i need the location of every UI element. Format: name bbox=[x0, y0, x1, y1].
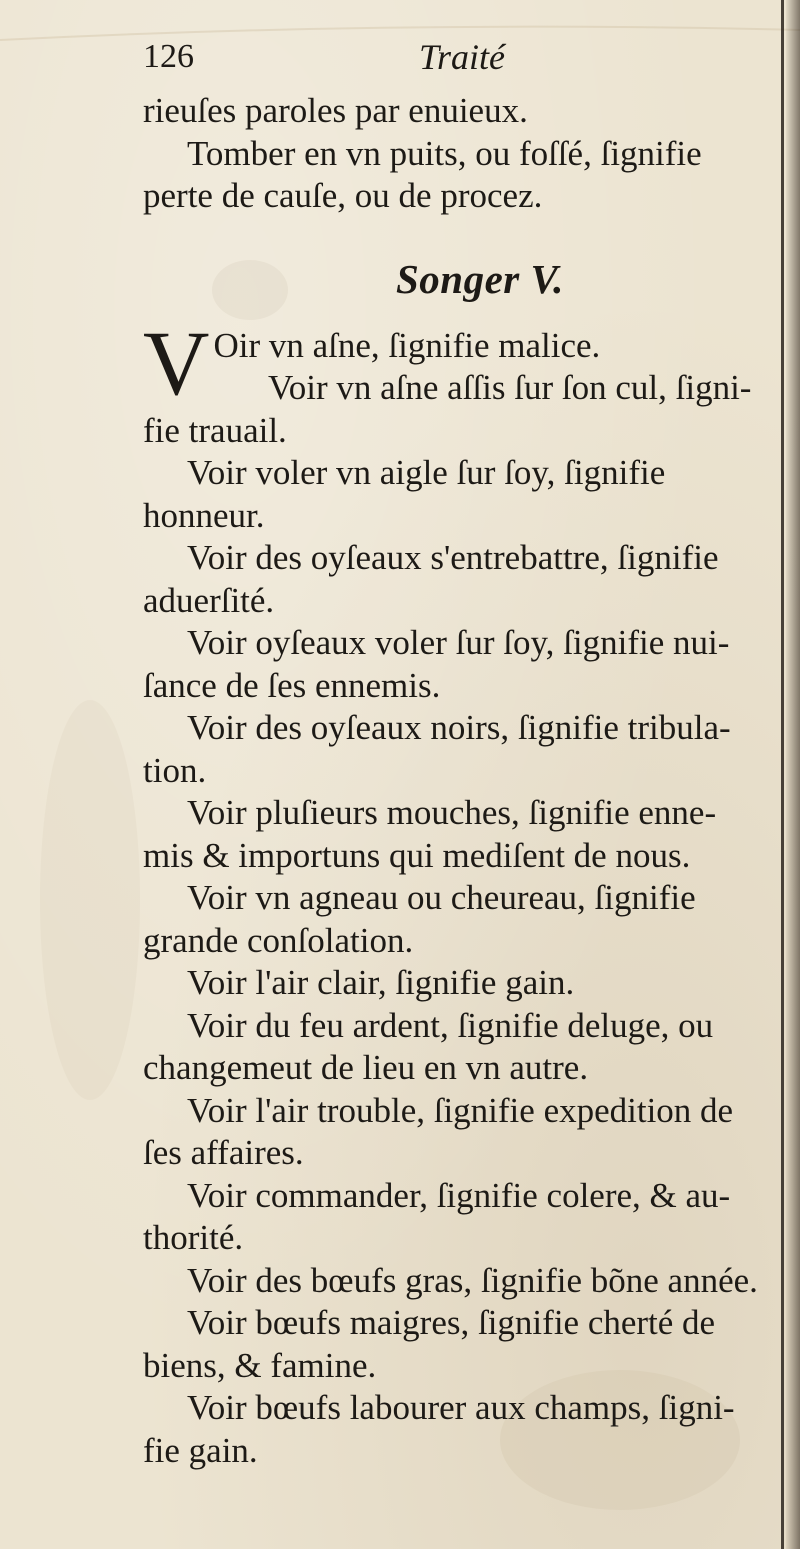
entry-first-line: Voir pluſieurs mouches, ſignifie enne- bbox=[187, 793, 717, 832]
page-number: 126 bbox=[143, 38, 194, 75]
drop-cap: V bbox=[143, 311, 210, 414]
entry-continuation-line: fie trauail. bbox=[143, 410, 287, 450]
continuation-line: rieuſes paroles par enuieux. bbox=[143, 91, 528, 130]
entry-continuation-line: tion. bbox=[143, 750, 207, 790]
entry-first-line: Voir des oyſeaux noirs, ſignifie tribula- bbox=[187, 708, 731, 747]
entry-first-line: Voir des oyſeaux s'entrebattre, ſignifie bbox=[187, 538, 719, 577]
entry-first-line: Voir bœufs maigres, ſignifie cherté de bbox=[187, 1303, 716, 1342]
text-block bbox=[143, 36, 793, 1472]
entry-first-line: Voir bœufs labourer aux champs, ſigni- bbox=[187, 1388, 735, 1427]
entry-first-line: Voir l'air trouble, ſignifie expedition de bbox=[187, 1090, 734, 1130]
entry-continuation-line: ſance de ſes ennemis. bbox=[143, 665, 441, 705]
continuation-line: Tomber en vn puits, ou foſſé, ſignifie bbox=[187, 133, 702, 173]
running-header bbox=[143, 36, 793, 90]
section-heading: Songer V. bbox=[396, 255, 564, 302]
entry-continuation-line: aduerſité. bbox=[143, 580, 275, 620]
entry-continuation-line: biens, & famine. bbox=[143, 1345, 377, 1385]
entry-first-line: Voir vn agneau ou cheureau, ſignifie bbox=[187, 878, 696, 917]
entry-first-line: Voir l'air clair, ſignifie gain. bbox=[187, 963, 575, 1002]
entry-first-line: Voir vn aſne aſſis ſur ſon cul, ſigni- bbox=[268, 368, 752, 407]
entry-first-line: Voir voler vn aigle ſur ſoy, ſignifie bbox=[187, 453, 666, 492]
entry-continuation-line: ſes affaires. bbox=[143, 1133, 304, 1172]
entry-first-line: Voir commander, ſignifie colere, & au- bbox=[187, 1175, 731, 1215]
running-title: Traité bbox=[419, 37, 506, 77]
entry-continuation-line: mis & importuns qui mediſent de nous. bbox=[143, 835, 691, 875]
entry-first-line: Voir oyſeaux voler ſur ſoy, ſignifie nui- bbox=[187, 623, 730, 662]
entry-text: Oir vn aſne, ſignifie malice. bbox=[213, 325, 601, 365]
entry-continuation-line: honneur. bbox=[143, 495, 265, 535]
entry-continuation-line: thorité. bbox=[143, 1218, 244, 1257]
entry-continuation-line: grande conſolation. bbox=[143, 920, 414, 960]
entry-first-line: Voir du feu ardent, ſignifie deluge, ou bbox=[187, 1005, 714, 1045]
entry-first-line: Voir des bœufs gras, ſignifie bõne année. bbox=[187, 1260, 758, 1300]
entry-continuation-line: changemeut de lieu en vn autre. bbox=[143, 1048, 589, 1087]
entry-continuation-line: fie gain. bbox=[143, 1430, 258, 1470]
continuation-line: perte de cauſe, ou de procez. bbox=[143, 176, 543, 215]
